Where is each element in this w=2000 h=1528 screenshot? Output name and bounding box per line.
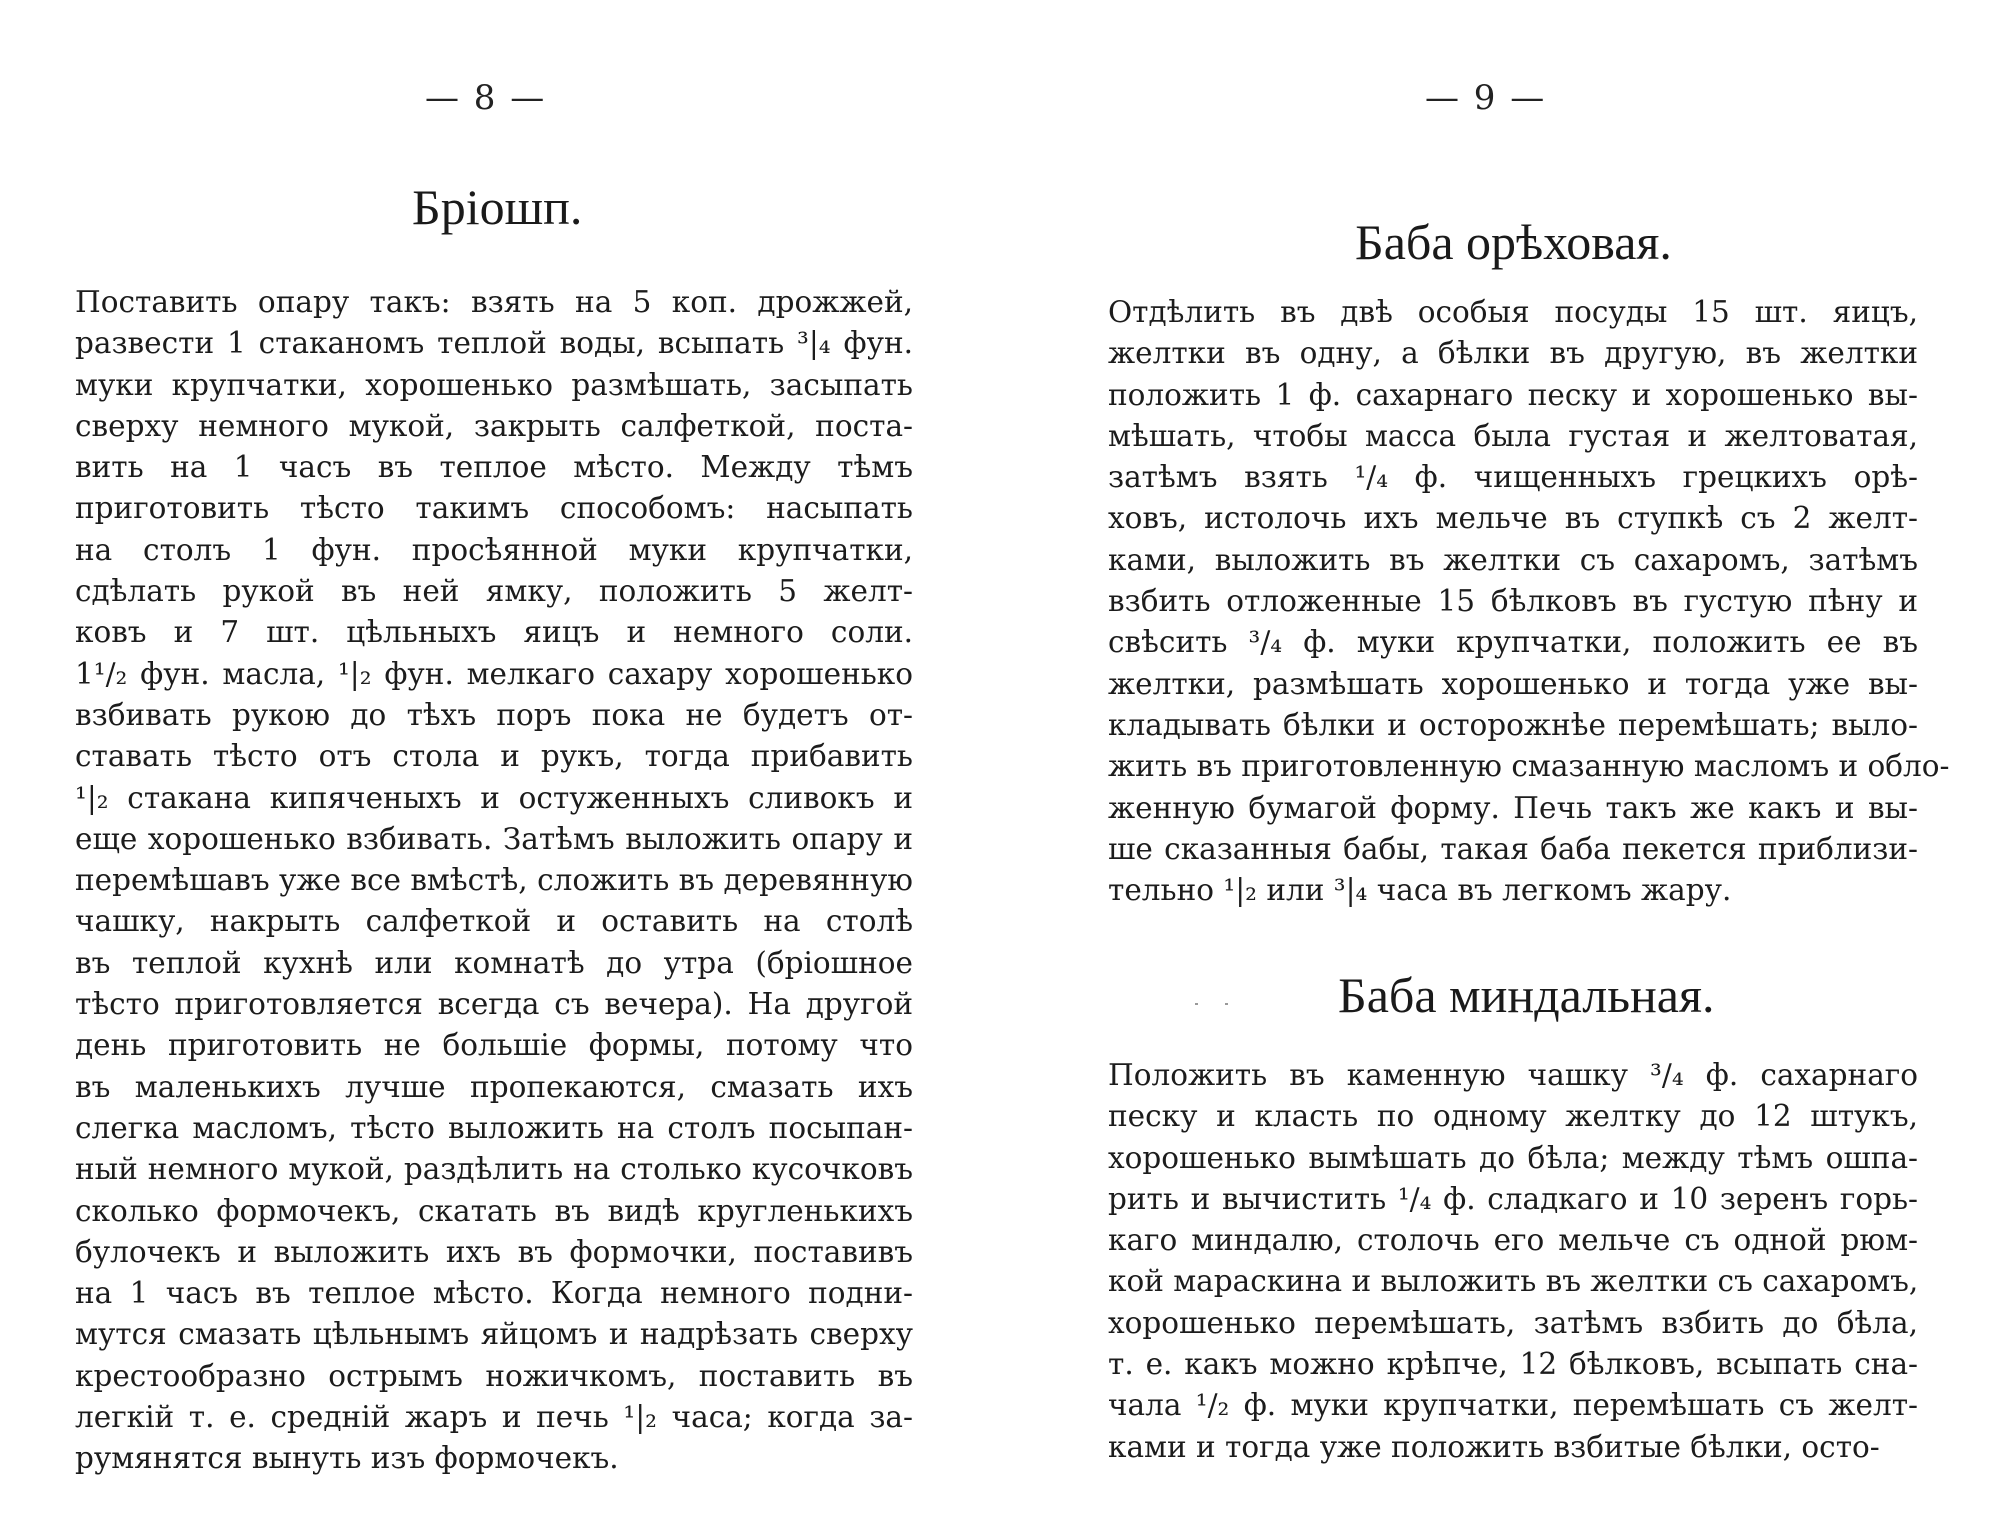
recipe-title-nut-baba: Баба орѣховая.	[1355, 214, 1672, 270]
text-line: затѣмъ взять ¹/₄ ф. чищенныхъ грецкихъ орѣ-	[1108, 460, 1918, 495]
text-line: день приготовить не большіе формы, потому что	[75, 1028, 913, 1063]
text-line: хорошенько перемѣшать, затѣмъ взбить до бѣла,	[1108, 1305, 1918, 1340]
text-line: булочекъ и выложить ихъ въ формочки, поставивъ	[75, 1234, 913, 1269]
text-line: положить 1 ф. сахарнаго песку и хорошенько вы-	[1108, 377, 1918, 412]
text-line: слегка масломъ, тѣсто выложить на столъ посыпан-	[75, 1110, 913, 1145]
text-line: ¹|₂ стакана кипяченыхъ и остуженныхъ сливокъ и	[75, 780, 913, 815]
text-line: рить и вычистить ¹/₄ ф. сладкаго и 10 зеренъ горь-	[1108, 1181, 1918, 1216]
text-line: сдѣлать рукой въ ней ямку, положить 5 желт-	[75, 574, 913, 609]
recipe-title-brioche: Бріошп.	[412, 179, 583, 235]
text-line: желтки, размѣшать хорошенько и тогда уже вы-	[1108, 666, 1918, 701]
text-line: хорошенько вымѣшать до бѣла; между тѣмъ ошпа-	[1108, 1140, 1918, 1175]
text-line: сколько формочекъ, скатать въ видѣ кругленькихъ	[75, 1193, 913, 1228]
text-line: Отдѣлить въ двѣ особыя посуды 15 шт. яицъ,	[1108, 295, 1918, 329]
text-line: тѣсто приготовляется всегда съ вечера). На другой	[75, 987, 913, 1022]
text-line: женную бумагой форму. Печь такъ же какъ и вы-	[1108, 790, 1918, 825]
text-line: тельно ¹|₂ или ³|₄ часа въ легкомъ жару.	[1108, 873, 1732, 908]
text-line: ками, выложить въ желтки съ сахаромъ, затѣмъ	[1108, 542, 1918, 577]
text-line: румянятся вынуть изъ формочекъ.	[75, 1441, 619, 1476]
text-line: взбивать рукою до тѣхъ поръ пока не будетъ от-	[75, 697, 913, 732]
page-number-8: — 8 —	[425, 78, 547, 118]
recipe-title-almond-baba: Баба миндальная.	[1338, 967, 1715, 1023]
text-line: еще хорошенько взбивать. Затѣмъ выложить опару и	[75, 821, 913, 856]
text-line: ковъ и 7 шт. цѣльныхъ яицъ и немного соли.	[75, 615, 913, 650]
text-line: крестообразно острымъ ножичкомъ, поставить въ	[75, 1358, 913, 1393]
recipe-text-brioche	[75, 282, 913, 1480]
scan-speck	[1195, 1003, 1198, 1005]
text-line: песку и класть по одному желтку до 12 штукъ,	[1108, 1099, 1918, 1134]
text-line: на 1 часъ въ теплое мѣсто. Когда немного подни-	[75, 1276, 913, 1311]
recipe-text-nut-baba	[1108, 292, 1950, 911]
text-line: ставать тѣсто отъ стола и рукъ, тогда прибавить	[75, 739, 913, 774]
text-line: ками и тогда уже положить взбитые бѣлки, осто-	[1108, 1429, 1880, 1464]
text-line: вить на 1 часъ въ теплое мѣсто. Между тѣмъ	[75, 450, 913, 485]
text-line: ховъ, истолочь ихъ мельче въ ступкѣ съ 2 желт-	[1108, 501, 1918, 536]
text-line: сверху немного мукой, закрыть салфеткой, поста-	[75, 408, 913, 443]
text-line: въ теплой кухнѣ или комнатѣ до утра (бріошное	[75, 945, 913, 980]
scan-speck	[1225, 1003, 1228, 1005]
text-line: Положить въ каменную чашку ³/₄ ф. сахарнаго	[1108, 1058, 1918, 1092]
text-line: чала ¹/₂ ф. муки крупчатки, перемѣшать съ желт-	[1108, 1388, 1918, 1423]
right-page	[1000, 0, 2000, 1528]
text-line: взбить отложенные 15 бѣлковъ въ густую пѣну и	[1108, 584, 1918, 619]
text-line: муки крупчатки, хорошенько размѣшать, засыпать	[75, 367, 913, 402]
text-line: желтки въ одну, а бѣлки въ другую, въ желтки	[1108, 336, 1918, 371]
text-line: приготовить тѣсто такимъ способомъ: насыпать	[75, 491, 913, 526]
text-line: свѣсить ³/₄ ф. муки крупчатки, положить ее въ	[1108, 625, 1918, 660]
text-line: 1¹/₂ фун. масла, ¹|₂ фун. мелкаго сахару хорошенько	[75, 656, 913, 691]
page-number-9: — 9 —	[1425, 78, 1547, 118]
text-line: т. е. какъ можно крѣпче, 12 бѣлковъ, всыпать сна-	[1108, 1347, 1918, 1382]
text-line: ный немного мукой, раздѣлить на столько кусочковъ	[75, 1152, 913, 1187]
text-line: каго миндалю, столочь его мельче съ одной рюм-	[1108, 1223, 1918, 1258]
text-line: на столъ 1 фун. просѣянной муки крупчатки,	[75, 532, 913, 567]
text-line: перемѣшавъ уже все вмѣстѣ, сложить въ деревянную	[75, 863, 913, 898]
text-line: ше сказанныя бабы, такая баба пекется приблизи-	[1108, 831, 1918, 866]
text-line: мѣшать, чтобы масса была густая и желтоватая,	[1108, 418, 1918, 453]
text-line: развести 1 стаканомъ теплой воды, всыпать ³|₄ фун.	[75, 326, 913, 361]
text-line: кладывать бѣлки и осторожнѣе перемѣшать; выло-	[1108, 707, 1918, 742]
text-line: чашку, накрыть салфеткой и оставить на столѣ	[75, 904, 913, 939]
text-line: мутся смазать цѣльнымъ яйцомъ и надрѣзать сверху	[75, 1317, 913, 1352]
text-line: жить въ приготовленную смазанную масломъ и обло-	[1108, 749, 1950, 784]
text-line: кой мараскина и выложить въ желтки съ сахаромъ,	[1108, 1264, 1919, 1299]
text-line: въ маленькихъ лучше пропекаются, смазать ихъ	[75, 1069, 913, 1104]
text-line: легкій т. е. средній жаръ и печь ¹|₂ часа; когда за-	[75, 1400, 913, 1435]
text-line: Поставить опару такъ: взять на 5 коп. дрожжей,	[75, 285, 913, 319]
recipe-text-almond-baba	[1108, 1055, 1918, 1468]
